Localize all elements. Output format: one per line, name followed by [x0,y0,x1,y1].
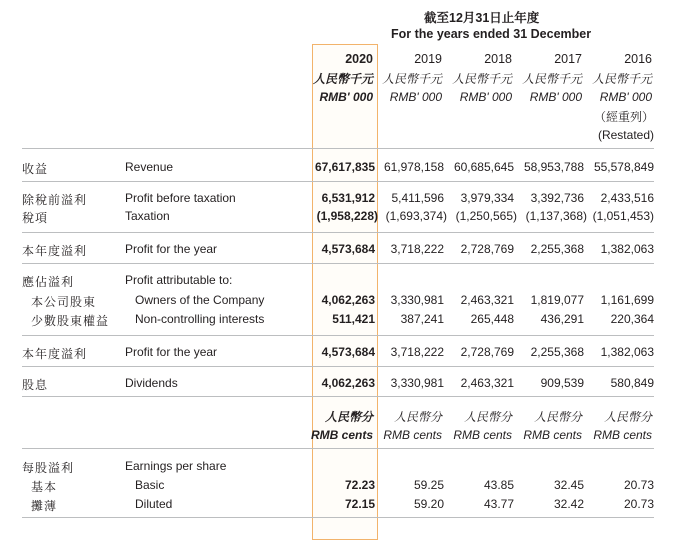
profit1-label-cn: 本年度溢利 [22,244,88,258]
profit1-value: 2,728,769 [460,242,514,256]
tax-value: (1,958,228) [316,209,378,223]
eps-diluted-value: 72.15 [344,497,375,511]
eps-diluted-label-cn: 攤薄 [31,499,58,513]
revenue-label-cn: 收益 [22,162,49,176]
attrib-label-cn: 應佔溢利 [22,275,75,289]
eps-diluted-value: 43.77 [483,497,514,511]
unit-cn-header: 人民幣千元 [521,72,582,86]
profit1-value: 2,255,368 [530,242,584,256]
eps-basic-value: 72.23 [344,478,375,492]
pbt-value: 3,979,334 [460,191,514,205]
unit-cn-header: 人民幣千元 [381,72,442,86]
rule-header [22,148,654,149]
rule-after-profit2 [22,366,654,367]
nci-value: 436,291 [540,312,584,326]
eps-unit-cn: 人民幣分 [324,410,373,424]
owners-label-cn: 本公司股東 [31,295,97,309]
year-header: 2019 [414,52,442,66]
tax-label-cn: 稅項 [22,211,49,225]
unit-en-header: RMB' 000 [319,90,373,104]
tax-value: (1,051,453) [592,209,654,223]
eps-label-en: Earnings per share [125,459,227,473]
nci-value: 265,448 [470,312,514,326]
profit2-value: 2,255,368 [530,345,584,359]
eps-unit-cn: 人民幣分 [393,410,442,424]
owners-value: 1,161,699 [600,293,654,307]
unit-en-header: RMB' 000 [599,90,652,104]
highlight-2020-column [312,44,378,540]
dividends-value: 909,539 [540,376,584,390]
year-header: 2017 [554,52,582,66]
profit2-value: 4,573,684 [321,345,375,359]
owners-value: 3,330,981 [390,293,444,307]
restated-note-cn: （經重列） [593,110,654,124]
profit2-label-en: Profit for the year [125,345,218,359]
tax-value: (1,250,565) [455,209,517,223]
revenue-value: 67,617,835 [314,160,375,174]
nci-label-en: Non-controlling interests [135,312,265,326]
restated-note-en: (Restated) [597,128,654,142]
unit-en-header: RMB' 000 [389,90,442,104]
pbt-value: 2,433,516 [600,191,654,205]
pbt-value: 5,411,596 [391,191,444,205]
dividends-value: 580,849 [610,376,654,390]
year-header: 2020 [345,52,373,66]
eps-unit-cn: 人民幣分 [533,410,582,424]
profit2-value: 2,728,769 [460,345,514,359]
revenue-label-en: Revenue [125,160,174,174]
eps-basic-label-en: Basic [135,478,165,492]
unit-en-header: RMB' 000 [529,90,582,104]
revenue-value: 58,953,788 [523,160,584,174]
eps-basic-value: 59.25 [413,478,444,492]
period-en: For the years ended 31 December [391,27,592,41]
owners-label-en: Owners of the Company [135,293,265,307]
revenue-value: 60,685,645 [453,160,514,174]
eps-diluted-label-en: Diluted [135,497,173,511]
eps-basic-label-cn: 基本 [31,480,58,494]
eps-diluted-value: 32.42 [553,497,584,511]
year-header: 2018 [484,52,512,66]
eps-unit-en: RMB cents [310,428,373,442]
attrib-label-en: Profit attributable to: [125,273,233,287]
eps-unit-en: RMB cents [523,428,582,442]
rule-bottom [22,517,654,518]
pbt-label-en: Profit before taxation [125,191,236,205]
rule-after-revenue [22,181,654,182]
tax-label-en: Taxation [125,209,170,223]
unit-cn-header: 人民幣千元 [451,72,512,86]
revenue-value: 55,578,849 [593,160,654,174]
rule-eps-header [22,448,654,449]
pbt-label-cn: 除稅前溢利 [22,193,88,207]
nci-value: 511,421 [332,312,375,326]
unit-cn-header: 人民幣千元 [312,72,373,86]
period-cn: 截至12月31日止年度 [424,11,540,25]
eps-diluted-value: 59.20 [413,497,444,511]
owners-value: 2,463,321 [460,293,514,307]
profit2-label-cn: 本年度溢利 [22,347,88,361]
year-header: 2016 [624,52,652,66]
eps-diluted-value: 20.73 [623,497,654,511]
pbt-value: 6,531,912 [321,191,375,205]
profit1-value: 3,718,222 [390,242,444,256]
eps-unit-en: RMB cents [383,428,442,442]
revenue-value: 61,978,158 [383,160,444,174]
dividends-value: 3,330,981 [390,376,444,390]
profit1-value: 4,573,684 [321,242,375,256]
eps-unit-en: RMB cents [453,428,512,442]
unit-en-header: RMB' 000 [459,90,512,104]
rule-after-profit [22,263,654,264]
unit-cn-header: 人民幣千元 [591,72,652,86]
tax-value: (1,693,374) [385,209,447,223]
owners-value: 4,062,263 [321,293,375,307]
rule-after-attrib [22,335,654,336]
eps-unit-cn: 人民幣分 [603,410,652,424]
eps-unit-cn: 人民幣分 [463,410,512,424]
dividends-value: 2,463,321 [460,376,514,390]
rule-after-dividends [22,396,654,397]
dividends-value: 4,062,263 [321,376,375,390]
eps-basic-value: 43.85 [483,478,514,492]
owners-value: 1,819,077 [530,293,584,307]
eps-basic-value: 20.73 [623,478,654,492]
profit1-value: 1,382,063 [600,242,654,256]
eps-label-cn: 每股溢利 [22,461,75,475]
nci-value: 387,241 [400,312,444,326]
eps-unit-en: RMB cents [593,428,652,442]
dividends-label-cn: 股息 [22,378,49,392]
profit2-value: 3,718,222 [390,345,444,359]
tax-value: (1,137,368) [525,209,587,223]
profit2-value: 1,382,063 [600,345,654,359]
pbt-value: 3,392,736 [530,191,584,205]
profit1-label-en: Profit for the year [125,242,218,256]
nci-value: 220,364 [610,312,654,326]
dividends-label-en: Dividends [125,376,178,390]
rule-after-taxation [22,232,654,233]
nci-label-cn: 少數股東權益 [31,314,110,328]
eps-basic-value: 32.45 [553,478,584,492]
